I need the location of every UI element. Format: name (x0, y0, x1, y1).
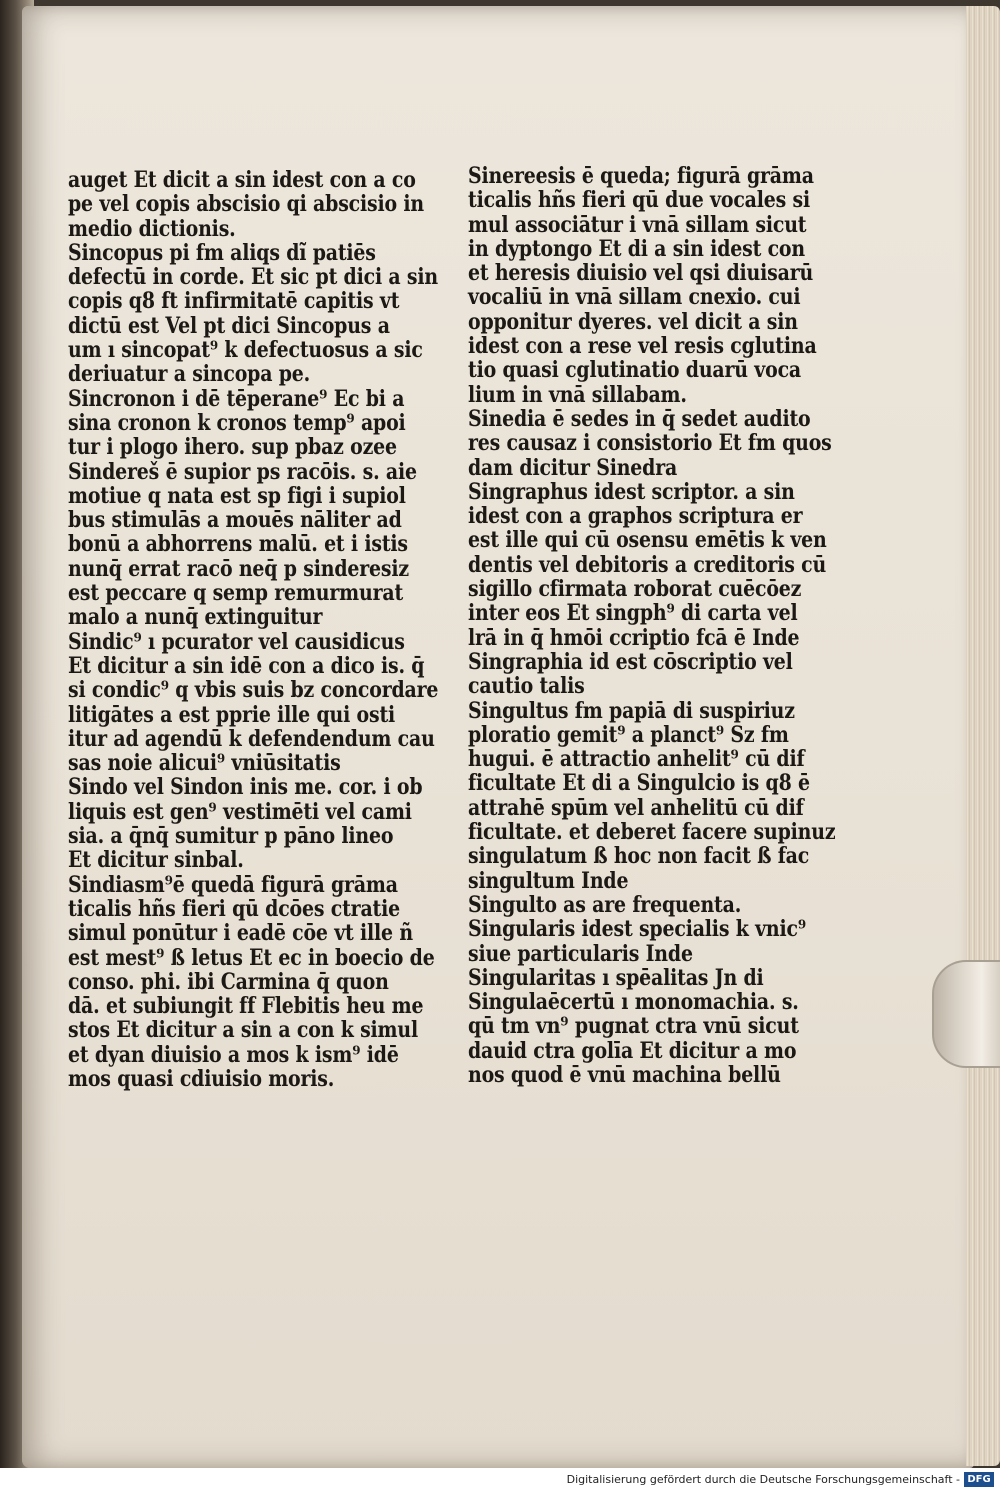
text-line: Singraphus idest scriptor. a sin (468, 478, 795, 505)
text-line: Sindereš ē supior ps racōis. s. aie (68, 458, 417, 485)
text-line: lium in vnā sillabam. (468, 381, 687, 408)
text-line: Singularitas ı spēalitas Jn di (468, 964, 764, 991)
text-line: singulatum ß hoc non facit ß fac (468, 843, 810, 870)
text-line: ticalis hñs fieri qū due vocales si (468, 187, 811, 214)
text-line: bus stimulās a mouēs nāliter ad (68, 507, 402, 534)
text-line: Singulaēcertū ı monomachia. s. (468, 989, 799, 1016)
text-line: in dyptongo Et di a sin idest con (468, 235, 805, 262)
text-line: itur ad agendū k defendendum cau (68, 725, 435, 752)
text-line: ticalis hñs fieri qū dcōes ctratie (68, 895, 401, 922)
text-line: tio quasi cglutinatio duarū voca (468, 357, 802, 384)
text-line: est ille qui cū osensu emētis k ven (468, 527, 827, 554)
text-line: cautio talis (468, 673, 585, 700)
text-line: et dyan diuisio a mos k ism⁹ idē (68, 1041, 399, 1068)
text-line: est peccare q semp remurmurat (68, 580, 404, 607)
text-line: sas noie alicui⁹ vniūsitatis (68, 750, 341, 777)
text-line: Sinedia ē sedes in q̄ sedet audito (468, 405, 811, 432)
text-line: dictū est Vel pt dici Sincopus a (68, 312, 390, 339)
dfg-logo: DFG (964, 1472, 994, 1487)
text-line: medio dictionis. (68, 215, 236, 242)
text-line: et heresis diuisio vel qsi diuisarū (468, 260, 814, 287)
text-line: nos quod ē vnū machina bellū (468, 1061, 781, 1088)
text-line: si condic⁹ q vbis suis bz concordare (68, 677, 439, 704)
text-line: siue particularis Inde (468, 940, 693, 967)
text-line: ploratio gemit⁹ a planct⁹ Sz fm (468, 721, 789, 748)
text-line: motiue q nata est sp figi i supiol (68, 482, 406, 509)
text-line: qū tm vn⁹ pugnat ctra vnū sicut (468, 1013, 799, 1040)
text-line: dam dicitur Sinedra (468, 454, 678, 481)
text-line: lrā in q̄ hmōi ccriptio fcā ē Inde (468, 624, 800, 651)
text-line: dā. et subiungit ff Flebitis heu me (68, 993, 424, 1020)
right-text-column (468, 163, 836, 1088)
text-line: Singularis idest specialis k vnic⁹ (468, 916, 806, 943)
digitization-footer (0, 1468, 1000, 1493)
text-line: opponitur dyeres. vel dicit a sin (468, 308, 798, 335)
text-line: dentis vel debitoris a creditoris cū (468, 551, 827, 578)
text-line: res causaz i consistorio Et fm quos (468, 430, 832, 457)
text-line: Sindo vel Sindon inis me. cor. i ob (68, 774, 423, 801)
text-line: tur i plogo ihero. sup pbaz ozee (68, 434, 397, 461)
text-line: Sinereesis ē queda; figurā grāma (468, 163, 814, 189)
text-line: Sindiasm⁹ē quedā figurā grāma (68, 871, 398, 898)
text-line: malo a nunq̄ extinguitur (68, 604, 323, 631)
text-line: Singultus fm papiā di suspiriuz (468, 697, 795, 724)
text-line: Et dicitur a sin idē con a dico is. q̄ (68, 652, 425, 679)
text-line: simul ponūtur i eadē cōe vt ille ñ (68, 920, 413, 947)
page-edges (966, 6, 1000, 1466)
text-line: sigillo cfirmata roborat cuēcōez (468, 576, 802, 603)
text-line: inter eos Et singph⁹ di carta vel (468, 600, 798, 627)
text-line: sia. a q̄nq̄ sumitur p pāno lineo (68, 823, 394, 850)
text-line: ficultate. et deberet facere supinuz (468, 819, 836, 846)
text-line: litigātes a est pprie ille qui osti (68, 701, 396, 728)
text-line: stos Et dicitur a sin a con k simul (68, 1017, 419, 1044)
text-line: Sindic⁹ ı pcurator vel causidicus (68, 628, 405, 655)
text-line: conso. phi. ibi Carmina q̄ quon (68, 968, 389, 995)
text-line: deriuatur a sincopa pe. (68, 361, 311, 388)
text-line: mul associātur i vnā sillam sicut (468, 211, 807, 238)
text-line: defectū in corde. Et sic pt dici a sin (68, 264, 439, 291)
text-line: bonū a abhorrens malū. et i istis (68, 531, 408, 558)
text-line: nunq̄ errat racō neq̄ p sinderesiz (68, 555, 409, 582)
text-line: ficultate Et di a Singulcio is q8 ē (468, 770, 810, 797)
text-line: est mest⁹ ß letus Et ec in boecio de (68, 944, 435, 971)
text-line: Singraphia id est cōscriptio vel (468, 648, 793, 675)
text-line: liquis est gen⁹ vestimēti vel cami (68, 798, 412, 825)
text-line: Sincopus pi fm aliqs dĩ patiēs (68, 239, 376, 266)
text-line: hugui. ē attractio anhelit⁹ cū dif (468, 746, 805, 773)
left-text-column (68, 167, 439, 1092)
text-line: mos quasi cdiuisio moris. (68, 1065, 335, 1092)
text-line: um ı sincopat⁹ k defectuosus a sic (68, 337, 423, 364)
text-line: sina cronon k cronos temp⁹ apoi (68, 409, 406, 436)
text-line: Singulto as are frequenta. (468, 891, 742, 918)
footer-credit: Digitalisierung gefördert durch die Deutsche Forschungsgemeinschaft - (566, 1473, 960, 1486)
text-line: auget Et dicit a sin idest con a co (68, 167, 416, 193)
text-line: copis q8 ft infirmitatē capitis vt (68, 288, 400, 315)
text-line: pe vel copis abscisio qi abscisio in (68, 191, 424, 218)
text-line: dauid ctra golīa Et dicitur a mo (468, 1037, 797, 1064)
text-line: idest con a rese vel resis cglutina (468, 333, 817, 360)
text-line: attrahē spūm vel anhelitū cū dif (468, 794, 804, 821)
text-line: idest con a graphos scriptura er (468, 503, 803, 530)
text-line: Et dicitur sinbal. (68, 847, 244, 874)
text-line: singultum Inde (468, 867, 629, 894)
text-line: vocaliū in vnā sillam cnexio. cui (468, 284, 801, 311)
text-line: Sincronon i dē tēperane⁹ Ec bi a (68, 385, 405, 412)
page-clip (932, 960, 1000, 1068)
